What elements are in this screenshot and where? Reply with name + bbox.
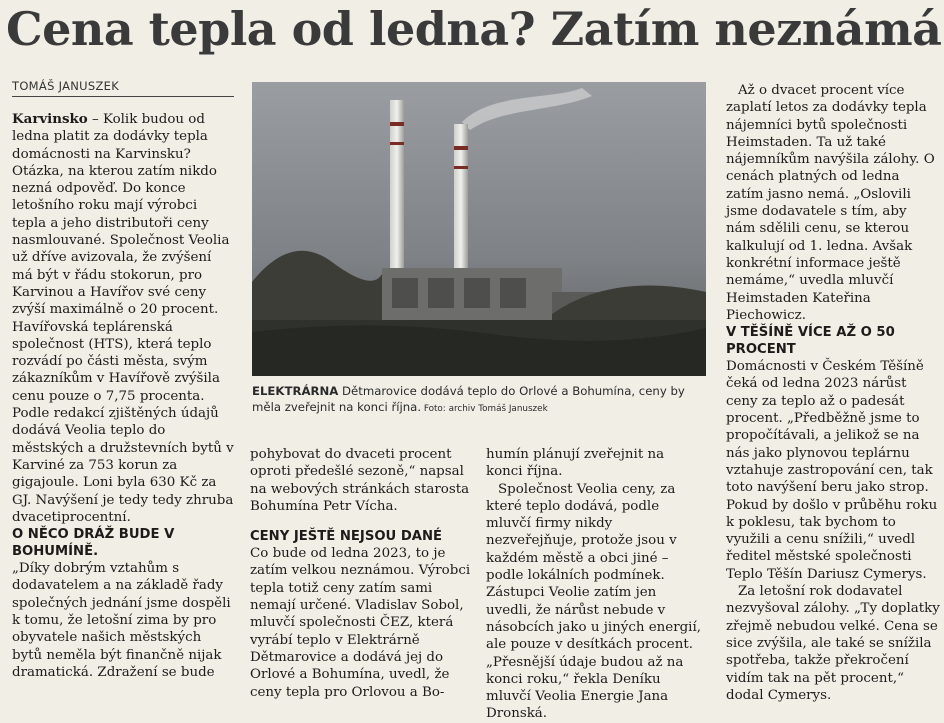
paragraph: Domácnosti v Českém Těšíně čeká od ledna 2023 nárůst ceny za teplo až o padesát procent. „Předběžně jsme to propočítávali, a jelikož se na nás jako plynovou teplárnu vztahuje zastropování cen, tak toto navýšení beru jako strop. Pokud by došlo v průběhu roku k poklesu, tak bychom to využili a cenu snížili,“ uvedl ředitel městské společnosti Teplo Těšín Dariusz Cymerys. <box>726 359 938 582</box>
paragraph <box>12 111 234 526</box>
photo-caption <box>252 384 706 417</box>
paragraph: humín plánují zveřejnit na konci října. <box>486 447 665 480</box>
paragraph: Společnost Veolia ceny, za které teplo dodává, podle mluvčí firmy nikdy nezveřejňuje, protože jsou v každém městě a obci jiné – podle lokálních podmínek. Zástupci Veolie zatím jen uvedli, že nárůst nebude v násobcích jako u jiných energií, ale pouze v desítkách procent. „Přesnější údaje budou až na konci roku,“ řekla Deníku mluvčí Veolia Energie Jana Dronská. <box>486 481 701 722</box>
paragraph: pohybovat do dvaceti procent oproti předešlé sezoně,“ napsal na webových stránkách starosta Bohumína Petr Vícha. <box>250 447 470 514</box>
paragraph: „Díky dobrým vztahům s dodavatelem a na základě řady společných jednání jsme dospěli k tomu, že letošní zima by pro obyvatele našich městských bytů neměla být finančně nijak dramatická. Zdražení se bude <box>12 561 231 680</box>
caption-label: ELEKTRÁRNA <box>252 384 339 398</box>
caption-text: Dětmarovice dodává teplo do Orlové a Bohumína, ceny by měla zveřejnit na konci října. <box>252 384 685 414</box>
paragraph-text: – Kolik budou od ledna platit za dodávky tepla domácnosti na Karvinsku? Otázka, na kterou zatím nikdo nezná odpověď. Do konce letošního roku mají výrobci tepla a jeho distributoři ceny nasmlouvané. Společnost Veolia už dříve avizovala, že zvýšení má být v řádu stokorun, pro Karvinou a Havířov své ceny zvýší maximálně o 20 procent. Havířovská teplárenská společnost (HTS), která teplo rozvádí po části města, svým zákazníkům v Havířově zvýšila cenu pouze o 7,75 procenta. Podle redakcí zjištěných údajů dodává Veolia teplo do městských a družstevních bytů v Karviné za 753 korun za gigajoule. Loni byla 630 Kč za GJ. Navýšení je tedy tedy zhruba dvacetiprocentní. <box>12 112 234 525</box>
column-3 <box>486 446 704 723</box>
dateline: Karvinsko <box>12 111 88 127</box>
column-4 <box>726 82 940 704</box>
paragraph: Za letošní rok dodavatel nezvyšoval zálohy. „Ty doplatky zřejmě nebudou velké. Cena se sice zvýšila, ale také se snížila spotřeba, takže překročení vidím tak na pět procent,“ dodal Cymerys. <box>726 584 940 703</box>
subheading: O NĚCO DRÁŽ BUDE V BOHUMÍNĚ. <box>12 527 175 560</box>
column-2 <box>250 446 472 701</box>
author-byline: TOMÁŠ JANUSZEK <box>12 79 234 97</box>
headline: Cena tepla od ledna? Zatím neznámá <box>6 2 942 56</box>
paragraph: Co bude od ledna 2023, to je zatím velkou neznámou. Výrobci tepla totiž ceny zatím sami nemají určené. Vladislav Sobol, mluvčí společnosti ČEZ, která vyrábí teplo v Elektrárně Dětmarovice a dodává jej do Orlové a Bohumína, uvedl, že ceny tepla pro Orlovou a Bo- <box>250 546 471 700</box>
photo-illustration <box>252 82 706 376</box>
power-plant-photo <box>252 82 706 376</box>
column-1 <box>12 111 234 681</box>
subheading: CENY JEŠTĚ NEJSOU DANÉ <box>250 529 443 545</box>
photo-credit: Foto: archiv Tomáš Januszek <box>421 403 548 414</box>
subheading: V TĚŠÍNĚ VÍCE AŽ O 50 PROCENT <box>726 325 895 358</box>
paragraph: Až o dvacet procent více zaplatí letos za dodávky tepla nájemníci bytů společnosti Heimstaden. Ta už také nájemníkům navýšila zálohy. O cenách platných od ledna zatím jasno nemá. „Oslovili jsme dodavatele s tím, aby nám sdělili cenu, se kterou kalkulují od 1. ledna. Avšak konkrétní informace ještě nemáme,“ uvedla mluvčí Heimstaden Kateřina Piechowicz. <box>726 83 935 323</box>
